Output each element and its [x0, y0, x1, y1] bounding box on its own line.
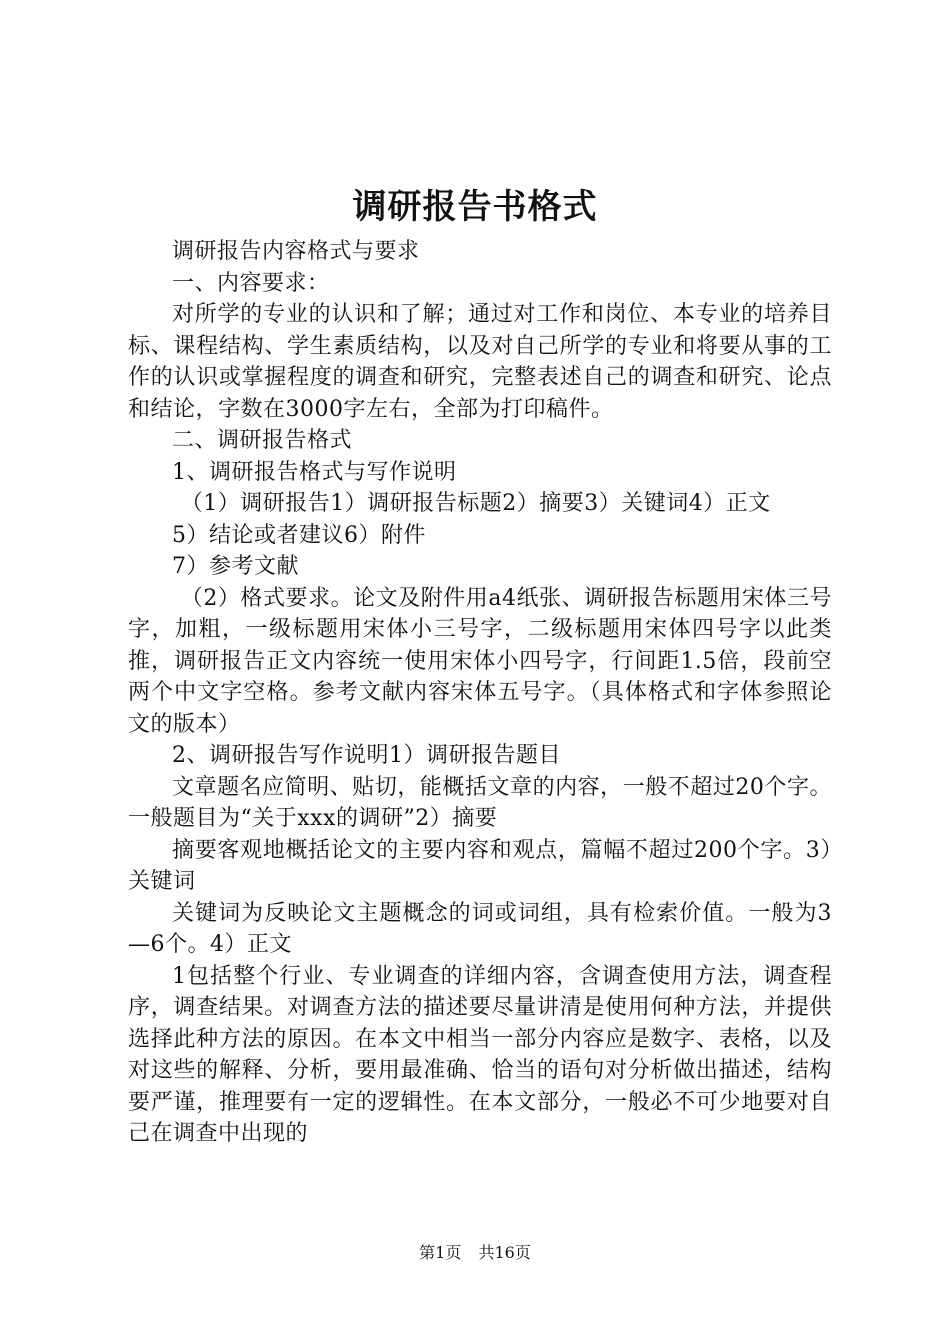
paragraph-abstract-guide: 摘要客观地概括论文的主要内容和观点，篇幅不超过200个字。3）关键词 [128, 837, 832, 894]
paragraph-content-requirements: 对所学的专业的认识和了解；通过对工作和岗位、本专业的培养目标、课程结构、学生素质结构，以及对自己所学的专业和将要从事的工作的认识或掌握程度的调查和研究，完整表述自己的调查和研究、论点和结论，字数在3000字左右，全部为打印稿件。 [128, 302, 832, 422]
paragraph-structure-list: （1）调研报告1）调研报告标题2）摘要3）关键词4）正文 [180, 491, 771, 516]
page-footer [0, 1242, 950, 1264]
paragraph-keywords-guide: 关键词为反映论文主题概念的词或词组，具有检索价值。一般为3—6个。4）正文 [128, 900, 832, 957]
paragraph-content-requirements-heading: 一、内容要求： [172, 270, 330, 296]
paragraph-format-heading: 二、调研报告格式 [172, 428, 353, 453]
paragraph-format-requirements: （2）格式要求。论文及附件用a4纸张、调研报告标题用宋体三号字，加粗，一级标题用宋体小三号字，二级标题用宋体四号字以此类推，调研报告正文内容统一使用宋体小四号字，行间距1.5倍，段前空两个中文字空格。参考文献内容宋体五号字。（具体格式和字体参照论文的版本） [128, 585, 832, 737]
paragraph-main-body-guide: 1包括整个行业、专业调查的详细内容，含调查使用方法，调查程序，调查结果。对调查方法的描述要尽量讲清是使用何种方法，并提供选择此种方法的原因。在本文中相当一部分内容应是数字、表格，以及对这些的解释、分析，要用最准确、恰当的语句对分析做出描述，结构要严谨，推理要有一定的逻辑性。在本文部分，一般必不可少地要对自己在调查中出现的 [128, 963, 832, 1146]
document-title: 调研报告书格式 [352, 187, 598, 227]
paragraph-intro-heading: 调研报告内容格式与要求 [172, 239, 420, 264]
paragraph-references-item: 7）参考文献 [172, 554, 299, 579]
document-body [128, 236, 832, 1150]
page-number-current: 第1页 [419, 1243, 462, 1262]
paragraph-structure-list-continued: 5）结论或者建议6）附件 [172, 522, 426, 548]
paragraph-title-guide: 文章题名应简明、贴切，能概括文章的内容，一般不超过20个字。一般题目为“关于xxx的调研”2）摘要 [128, 774, 832, 831]
paragraph-format-subheading: 1、调研报告格式与写作说明 [172, 459, 457, 485]
paragraph-writing-guide-heading: 2、调研报告写作说明1）调研报告题目 [172, 743, 561, 768]
page-number-total: 共16页 [478, 1243, 531, 1262]
